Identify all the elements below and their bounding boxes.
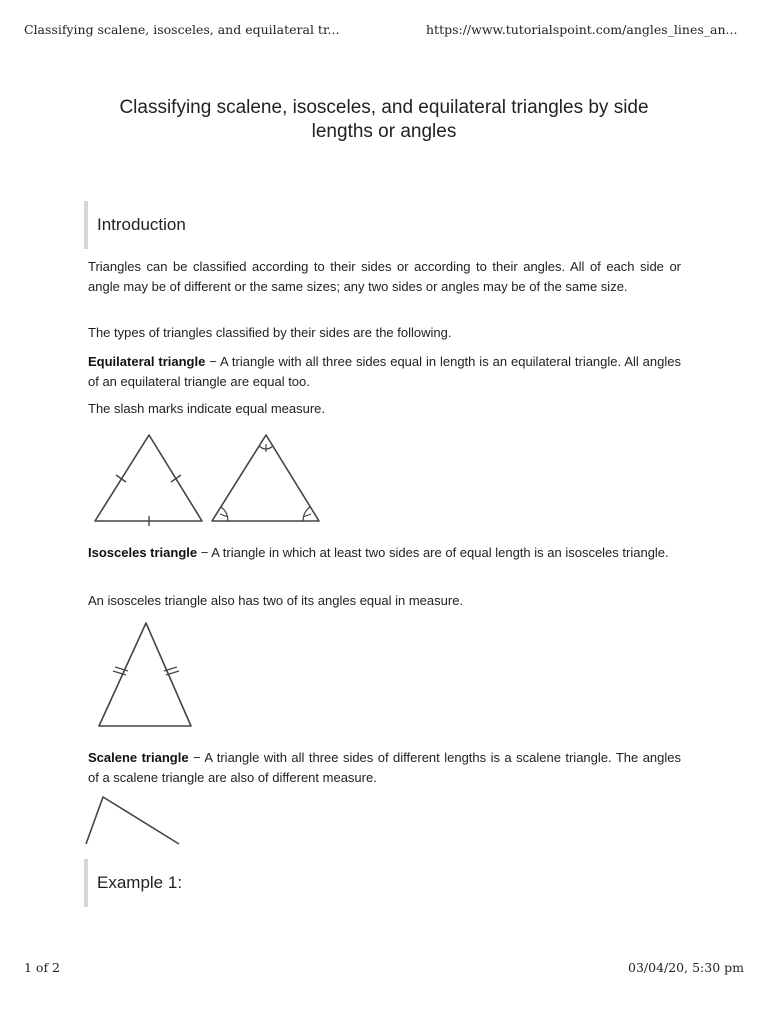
page-title: Classifying scalene, isosceles, and equilateral triangles by side lengths or angles — [119, 97, 649, 142]
scalene-term: Scalene triangle — [88, 750, 189, 765]
types-paragraph: The types of triangles classified by their sides are the following. — [88, 325, 452, 340]
isosceles-angles-paragraph: An isosceles triangle also has two of its angles equal in measure. — [88, 593, 464, 608]
equilateral-text: − A triangle with all three sides equal in length is an equilateral triangle. All angles of an equilateral triangle are equal too. — [88, 354, 681, 389]
introduction-heading: Introduction — [84, 201, 384, 249]
scalene-text: − A triangle with all three sides of different lengths is a scalene triangle. The angles of a scalene triangle are also of different measure. — [88, 750, 681, 785]
equilateral-paragraph — [88, 352, 681, 392]
isosceles-text: − A triangle in which at least two sides are of equal length is an isosceles triangle. — [197, 545, 669, 560]
isosceles-paragraph — [88, 543, 681, 563]
slash-marks-paragraph: The slash marks indicate equal measure. — [88, 401, 326, 416]
print-header-url: https://www.tutorialspoint.com/angles_lines_an... — [426, 22, 738, 37]
print-header-title: Classifying scalene, isosceles, and equilateral tr... — [24, 22, 340, 37]
print-header — [24, 22, 744, 38]
equilateral-angles-figure — [208, 431, 324, 527]
print-footer — [24, 960, 744, 976]
example-1-heading: Example 1: — [84, 859, 384, 907]
scalene-figure — [84, 794, 184, 848]
equilateral-sides-figure — [92, 431, 204, 527]
isosceles-term: Isosceles triangle — [88, 545, 198, 560]
equilateral-term: Equilateral triangle — [88, 354, 206, 369]
scalene-paragraph — [88, 748, 681, 788]
page-number: 1 of 2 — [24, 960, 61, 975]
isosceles-figure — [95, 620, 195, 730]
intro-paragraph: Triangles can be classified according to their sides or according to their angles. All of each side or angle may be of different or the same sizes; any two sides or angles may be of the same size. — [88, 259, 681, 294]
print-datetime: 03/04/20, 5:30 pm — [628, 960, 744, 975]
